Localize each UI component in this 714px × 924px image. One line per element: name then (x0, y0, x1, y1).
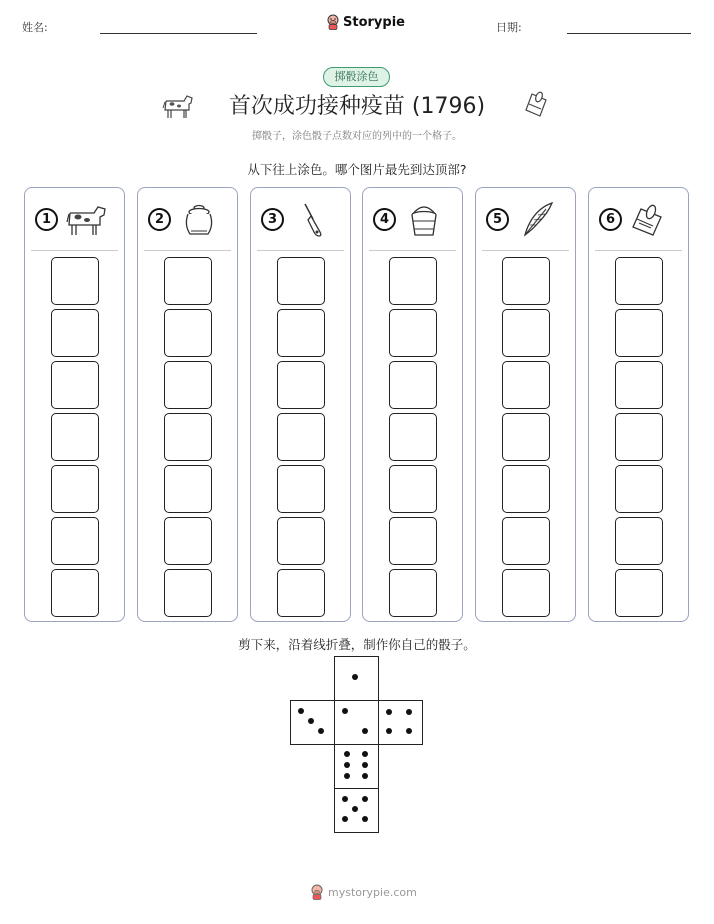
name-label: 姓名: (22, 21, 48, 34)
coloring-cell[interactable] (502, 257, 550, 305)
scroll-icon (524, 90, 550, 120)
footer (310, 884, 417, 900)
coloring-instruction: 从下往上涂色。哪个图片最先到达顶部? (247, 162, 467, 177)
coloring-cell[interactable] (615, 413, 663, 461)
die-face-6 (334, 744, 379, 789)
coloring-cell[interactable] (389, 413, 437, 461)
coloring-cell[interactable] (615, 569, 663, 617)
coloring-cell[interactable] (164, 413, 212, 461)
pig-mascot-icon (326, 14, 340, 30)
coloring-cell[interactable] (51, 257, 99, 305)
quill-icon (516, 201, 558, 239)
coloring-cell[interactable] (277, 361, 325, 409)
die-face-1 (334, 656, 379, 701)
coloring-cell[interactable] (502, 569, 550, 617)
column-number: 6 (599, 208, 622, 231)
footer-url[interactable]: mystorypie.com (328, 885, 417, 899)
coloring-cell[interactable] (389, 361, 437, 409)
coloring-cell[interactable] (51, 569, 99, 617)
coloring-cell[interactable] (502, 309, 550, 357)
coloring-cell[interactable] (277, 309, 325, 357)
column-4 (362, 187, 463, 622)
date-label: 日期: (496, 21, 522, 34)
coloring-cell[interactable] (389, 257, 437, 305)
coloring-cell[interactable] (389, 309, 437, 357)
die-face-3 (290, 700, 335, 745)
coloring-cell[interactable] (502, 361, 550, 409)
cow-icon (65, 201, 107, 239)
activity-tag: 掷骰涂色 (323, 67, 390, 87)
coloring-cell[interactable] (51, 413, 99, 461)
coloring-cell[interactable] (615, 465, 663, 513)
column-6 (588, 187, 689, 622)
name-line[interactable] (100, 33, 257, 34)
coloring-cell[interactable] (164, 569, 212, 617)
bucket-icon (403, 201, 445, 239)
coloring-cell[interactable] (51, 361, 99, 409)
column-1 (24, 187, 125, 622)
coloring-cell[interactable] (502, 465, 550, 513)
coloring-cell[interactable] (502, 413, 550, 461)
lancet-icon (291, 201, 333, 239)
coloring-cell[interactable] (51, 309, 99, 357)
coloring-cell[interactable] (164, 465, 212, 513)
coloring-cell[interactable] (51, 465, 99, 513)
scroll-icon (629, 201, 671, 239)
column-2 (137, 187, 238, 622)
pig-mascot-icon (310, 884, 324, 900)
coloring-cell[interactable] (277, 413, 325, 461)
die-face-5 (334, 788, 379, 833)
coloring-cell[interactable] (164, 517, 212, 565)
coloring-cell[interactable] (615, 361, 663, 409)
subtitle: 掷骰子，涂色骰子点数对应的列中的一个格子。 (252, 131, 462, 142)
coloring-cell[interactable] (164, 309, 212, 357)
date-line[interactable] (567, 33, 691, 34)
coloring-cell[interactable] (615, 517, 663, 565)
coloring-cell[interactable] (51, 517, 99, 565)
coloring-cell[interactable] (389, 517, 437, 565)
coloring-cell[interactable] (389, 569, 437, 617)
column-number: 1 (35, 208, 58, 231)
column-5 (475, 187, 576, 622)
coloring-cell[interactable] (164, 257, 212, 305)
coloring-cell[interactable] (502, 517, 550, 565)
coloring-cell[interactable] (164, 361, 212, 409)
storypie-logo (326, 14, 405, 30)
page-title: 首次成功接种疫苗 (1796) (228, 94, 486, 119)
column-number: 5 (486, 208, 509, 231)
column-number: 2 (148, 208, 171, 231)
column-number: 3 (261, 208, 284, 231)
logo-text: Storypie (343, 14, 405, 30)
column-3 (250, 187, 351, 622)
coloring-cell[interactable] (277, 569, 325, 617)
die-face-2 (334, 700, 379, 745)
coloring-cell[interactable] (277, 517, 325, 565)
column-number: 4 (373, 208, 396, 231)
coloring-cell[interactable] (277, 465, 325, 513)
coloring-cell[interactable] (277, 257, 325, 305)
coloring-cell[interactable] (615, 309, 663, 357)
jar-icon (178, 201, 220, 239)
coloring-cell[interactable] (615, 257, 663, 305)
die-face-4 (378, 700, 423, 745)
die-instruction: 剪下来，沿着线折叠，制作你自己的骰子。 (238, 637, 476, 652)
coloring-cell[interactable] (389, 465, 437, 513)
